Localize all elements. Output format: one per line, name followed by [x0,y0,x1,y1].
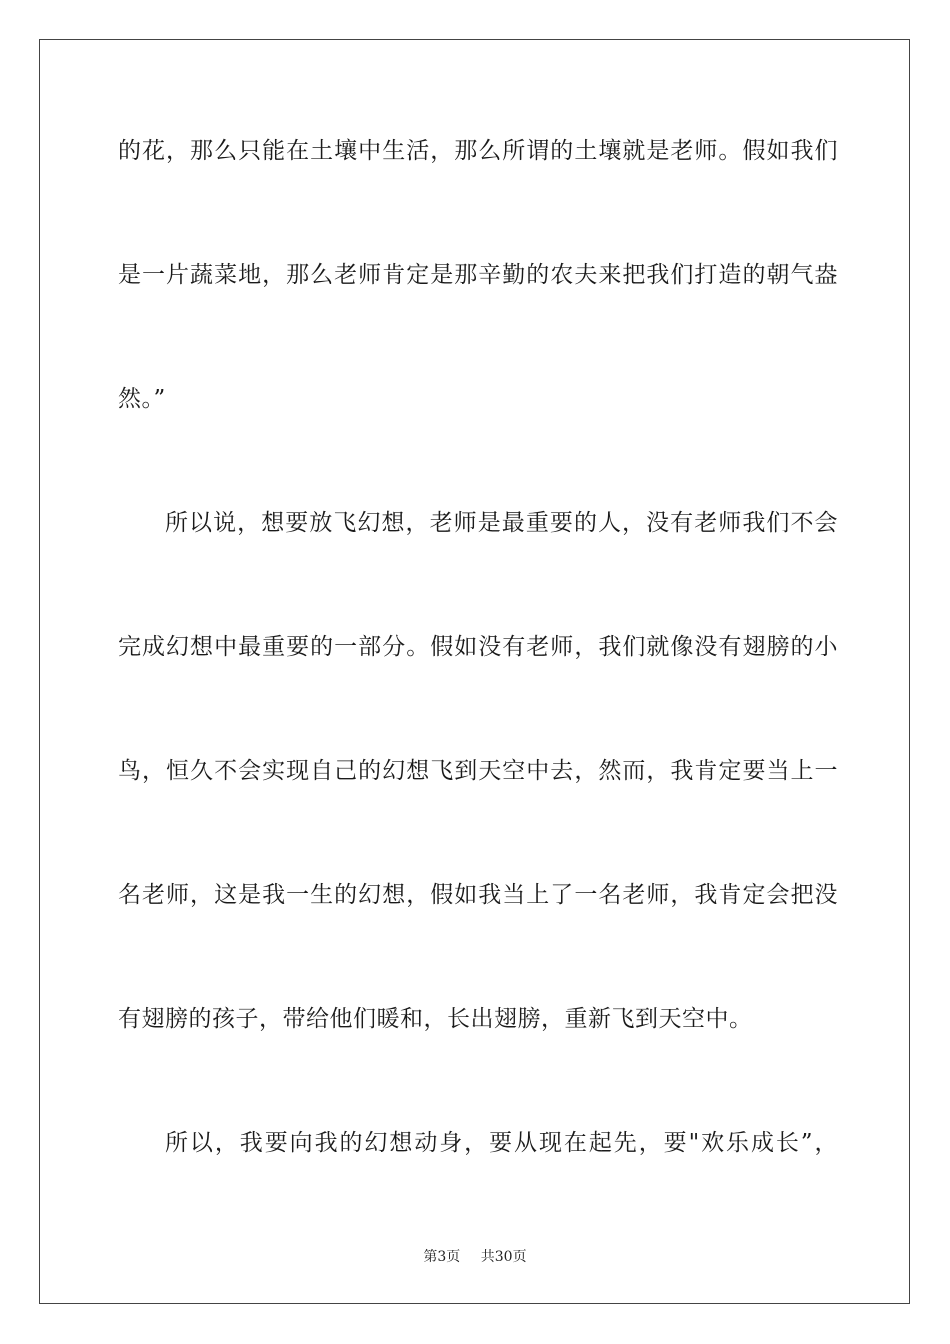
body-text-line-5: 完成幻想中最重要的一部分。假如没有老师，我们就像没有翅膀的小 [118,634,838,660]
body-text-line-2: 是一片蔬菜地，那么老师肯定是那辛勤的农夫来把我们打造的朝气盎 [118,262,838,288]
page-border [39,39,910,1304]
body-text-line-3: 然。” [118,386,166,412]
page-footer [0,1248,950,1266]
body-text-line-8: 有翅膀的孩子，带给他们暖和，长出翅膀，重新飞到天空中。 [118,1006,753,1032]
paragraph-start-line: 所以，我要向我的幻想动身，要从现在起先，要"欢乐成长”， [165,1130,838,1156]
page-number: 第3页 [423,1249,461,1265]
body-text-line-6: 鸟，恒久不会实现自己的幻想飞到天空中去，然而，我肯定要当上一 [118,758,838,784]
paragraph-start-line: 所以说，想要放飞幻想，老师是最重要的人，没有老师我们不会 [165,510,838,536]
body-text-line-7: 名老师，这是我一生的幻想，假如我当上了一名老师，我肯定会把没 [118,882,838,908]
body-text-line-1: 的花，那么只能在土壤中生活，那么所谓的土壤就是老师。假如我们 [118,138,838,164]
page-total: 共30页 [480,1249,527,1265]
